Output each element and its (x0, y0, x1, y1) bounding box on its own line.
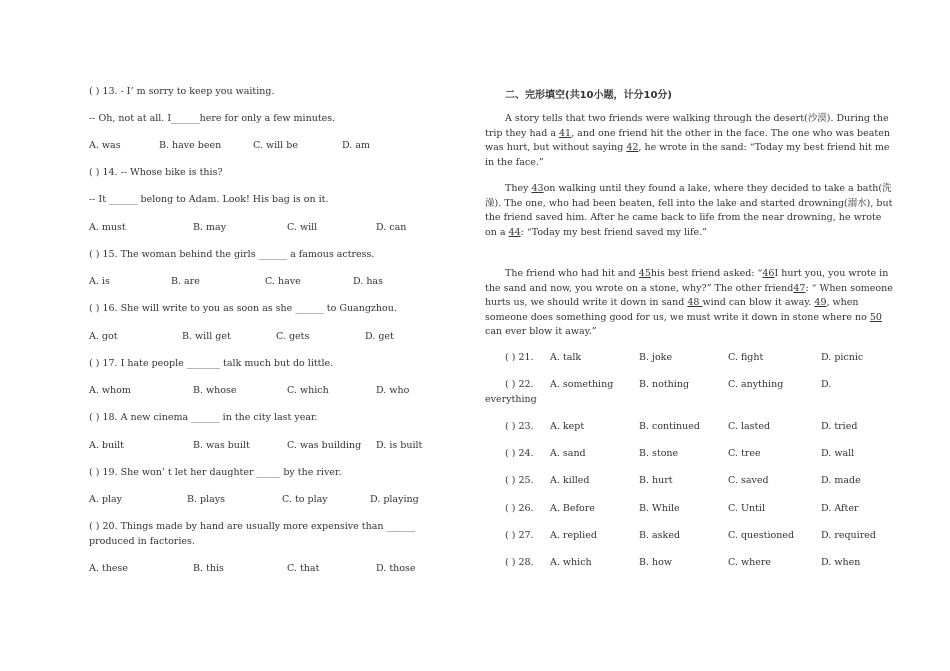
question-20-option-b: B. this (193, 563, 224, 574)
question-14-option-a: A. must (89, 222, 126, 233)
question-16-option-d: D. get (365, 331, 394, 342)
question-27-option-c: C. questioned (728, 530, 795, 541)
question-24-option-a: A. sand (550, 448, 586, 459)
section-heading: 二、完形填空(共10小题，计分10分) (505, 90, 672, 101)
passage-paragraph-3 (485, 267, 895, 340)
passage-text: A story tells that two friends were walking through the desert(沙漠). During the trip they had a (485, 113, 889, 139)
blank-41: 41 (559, 127, 572, 139)
question-19-option-a: A. play (89, 494, 123, 505)
passage-text: I hurt you, you wrote in the sand and now, you wrote on a stone, why?” The other friend (485, 268, 889, 294)
passage-text: can ever blow it away.” (485, 326, 597, 337)
blank-50: 50 (869, 311, 882, 323)
question-28-option-a: A. which (550, 557, 592, 568)
question-21-option-c: C. fight (728, 352, 764, 363)
question-22-option-c: C. anything (728, 379, 784, 390)
question-19-option-c: C. to play (282, 494, 328, 505)
question-13-option-a: A. was (89, 140, 121, 151)
question-15-option-a: A. is (89, 276, 110, 287)
passage-text: , when someone does something good for us, we must write it down in stone where no (485, 297, 870, 323)
question-20-option-c: C. that (287, 563, 320, 574)
question-21-option-a: A. talk (550, 352, 582, 363)
question-26-option-c: C. Until (728, 503, 765, 514)
passage-text: on walking until they found a lake, where they decided to take a bath(洗澡). The one, who had been beaten, fell into the lake and started drowning(溺水), but the friend saved him. After he came back to life from the near drowning, he wrote on a (485, 183, 893, 238)
passage-paragraph-2 (485, 182, 895, 240)
question-18-stem: ( ) 18. A new cinema ______ in the city last year. (89, 412, 318, 423)
question-28-option-c: C. where (728, 557, 772, 568)
question-25-option-c: C. saved (728, 475, 769, 486)
question-15-option-b: B. are (171, 276, 200, 287)
passage-text: his best friend asked: “ (650, 268, 763, 279)
question-22-option-d: D. (821, 379, 832, 390)
question-17-option-c: C. which (287, 385, 329, 396)
question-15-stem: ( ) 15. The woman behind the girls ______ a famous actress. (89, 249, 375, 260)
blank-45: 45 (638, 268, 651, 279)
blank-46: 46 (762, 268, 775, 279)
question-15-option-c: C. have (265, 276, 301, 287)
question-19-option-b: B. plays (187, 494, 226, 505)
question-14-stem: ( ) 14. -- Whose bike is this? (89, 167, 223, 178)
question-16-option-b: B. will get (182, 331, 231, 342)
question-13-stem-2: -- Oh, not at all. I______here for only a few minutes. (89, 113, 336, 124)
question-18-option-b: B. was built (193, 440, 250, 451)
question-23-option-b: B. continued (639, 421, 700, 432)
question-15-option-d: D. has (353, 276, 383, 287)
question-26-option-b: B. While (639, 503, 680, 514)
question-24-option-d: D. wall (821, 448, 855, 459)
question-28-number: ( ) 28. (505, 557, 534, 568)
blank-43: 43 (531, 183, 544, 194)
question-25-number: ( ) 25. (505, 475, 534, 486)
passage-text: They (505, 183, 532, 194)
question-20-option-a: A. these (89, 563, 128, 574)
question-13-option-b: B. have been (159, 140, 222, 151)
passage-paragraph-1 (485, 112, 895, 170)
question-16-option-c: C. gets (276, 331, 310, 342)
question-23-option-c: C. lasted (728, 421, 771, 432)
blank-44: 44 (508, 226, 521, 238)
question-21-option-b: B. joke (639, 352, 673, 363)
question-18-option-c: C. was building (287, 440, 362, 451)
question-20-stem: ( ) 20. Things made by hand are usually more expensive than ______ (89, 521, 415, 532)
question-13-option-c: C. will be (253, 140, 298, 151)
question-22-option-a: A. something (550, 379, 614, 390)
question-27-number: ( ) 27. (505, 530, 534, 541)
question-24-option-b: B. stone (639, 448, 679, 459)
question-14-option-b: B. may (193, 222, 227, 233)
question-19-option-d: D. playing (370, 494, 419, 505)
question-17-option-a: A. whom (89, 385, 131, 396)
question-25-option-d: D. made (821, 475, 861, 486)
question-14-stem-2: -- It ______ belong to Adam. Look! His bag is on it. (89, 194, 329, 205)
passage-text: : “Today my best friend saved my life.” (520, 226, 708, 238)
question-20-option-d: D. those (376, 563, 416, 574)
question-14-option-c: C. will (287, 222, 318, 233)
blank-42: 42 (626, 142, 639, 153)
passage-text: The friend who had hit and (505, 268, 639, 279)
question-28-option-b: B. how (639, 557, 672, 568)
question-18-option-d: D. is built (376, 440, 423, 451)
question-17-stem: ( ) 17. I hate people _______ talk much but do little. (89, 358, 334, 369)
question-24-option-c: C. tree (728, 448, 761, 459)
question-22-option-b: B. nothing (639, 379, 690, 390)
question-28-option-d: D. when (821, 557, 861, 568)
question-27-option-a: A. replied (550, 530, 597, 541)
passage-text: wind can blow it away. (702, 297, 815, 308)
passage-text: , and one friend hit the other in the face. The one who was beaten was hurt, but without saying (485, 127, 890, 153)
question-25-option-b: B. hurt (639, 475, 673, 486)
question-26-option-a: A. Before (550, 503, 595, 514)
question-17-option-d: D. who (376, 385, 410, 396)
question-24-number: ( ) 24. (505, 448, 534, 459)
question-23-number: ( ) 23. (505, 421, 534, 432)
blank-47: 47 (793, 282, 806, 294)
blank-49: 49 (814, 297, 827, 308)
question-16-option-a: A. got (89, 331, 118, 342)
question-23-option-a: A. kept (550, 421, 585, 432)
passage-text: : “ When someone hurts us, we should write it down in sand (485, 282, 893, 308)
question-17-option-b: B. whose (193, 385, 237, 396)
question-25-option-a: A. killed (550, 475, 590, 486)
question-18-option-a: A. built (89, 440, 124, 451)
question-26-number: ( ) 26. (505, 503, 534, 514)
blank-48: 48 (687, 297, 703, 308)
question-22-option-d-text: everything (485, 394, 537, 405)
question-21-number: ( ) 21. (505, 352, 534, 363)
question-13-stem: ( ) 13. - I’ m sorry to keep you waiting. (89, 86, 275, 97)
passage-text: , he wrote in the sand: “Today my best friend hit me in the face.” (485, 142, 890, 168)
question-26-option-d: D. After (821, 503, 859, 514)
question-16-stem: ( ) 16. She will write to you as soon as she ______ to Guangzhou. (89, 303, 397, 314)
question-21-option-d: D. picnic (821, 352, 864, 363)
question-13-option-d: D. am (342, 140, 370, 151)
question-27-option-d: D. required (821, 530, 876, 541)
question-22-number: ( ) 22. (505, 379, 534, 390)
question-19-stem: ( ) 19. She won’ t let her daughter _____ by the river. (89, 467, 342, 478)
question-14-option-d: D. can (376, 222, 407, 233)
question-23-option-d: D. tried (821, 421, 858, 432)
question-20-stem-2: produced in factories. (89, 536, 195, 547)
question-27-option-b: B. asked (639, 530, 681, 541)
